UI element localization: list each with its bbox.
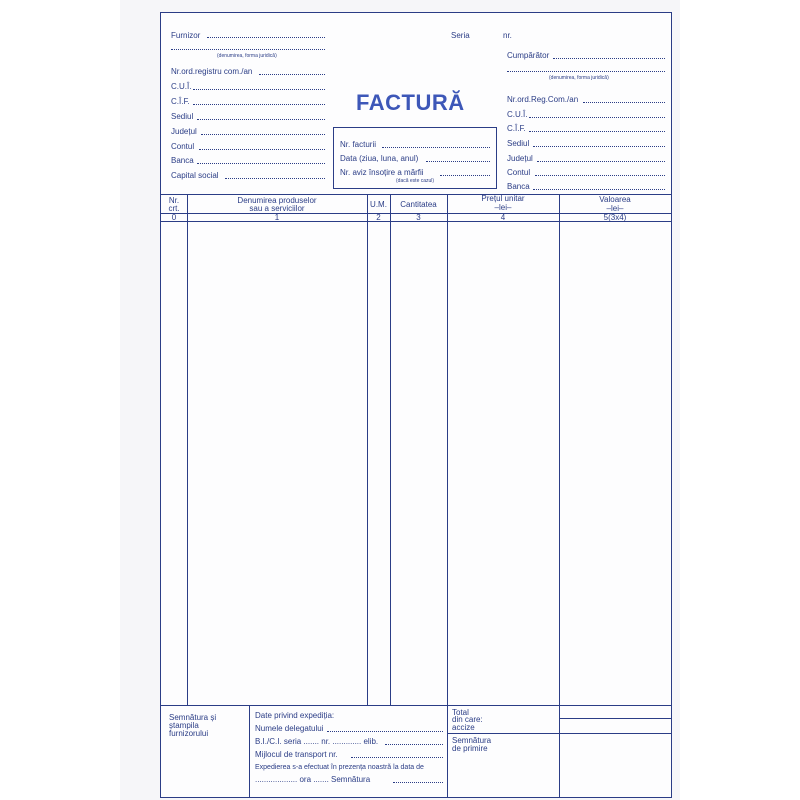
buyer-reg-line[interactable] (583, 102, 665, 103)
shipping-info-label: Date privind expediția: (255, 711, 335, 720)
total-value-line (559, 718, 671, 719)
supplier-contul-label: Contul (171, 142, 195, 151)
supplier-cui-label: C.U.Î. (171, 82, 192, 91)
supplier-sediul-line[interactable] (197, 119, 325, 120)
supplier-judetul-label: Județul (171, 127, 197, 136)
invoice-info-box (333, 127, 497, 189)
col-number: 0 (171, 213, 177, 222)
buyer-contul-label: Contul (507, 168, 531, 177)
table-bottom-border (161, 705, 671, 706)
supplier-cui-line[interactable] (193, 89, 325, 90)
buyer-banca-line[interactable] (533, 189, 665, 190)
receipt-signature-label-2: de primire (452, 744, 488, 753)
supplier-capital-label: Capital social (171, 171, 219, 180)
supplier-sediul-label: Sediul (171, 112, 194, 121)
col-number: 1 (274, 213, 280, 222)
invoice-title: FACTURĂ (356, 90, 465, 115)
buyer-name-line-2[interactable] (507, 71, 665, 72)
supplier-signature-label-1: Semnătura și (169, 713, 217, 722)
transport-label: Mijlocul de transport nr. (255, 750, 338, 759)
invoice-form (160, 12, 672, 798)
supplier-legal-form-note: (denumirea, forma juridică) (217, 53, 277, 59)
transport-line[interactable] (351, 757, 443, 758)
col-valoare-header-1: Valoarea (599, 195, 631, 204)
col-denumire-header-1: Denumirea produselor (237, 196, 317, 205)
buyer-label: Cumpărător (507, 51, 550, 60)
buyer-name-line[interactable] (553, 58, 665, 59)
delegate-name-line[interactable] (327, 731, 443, 732)
col-number: 2 (376, 213, 381, 222)
supplier-name-line[interactable] (207, 37, 325, 38)
supplier-cif-line[interactable] (193, 104, 325, 105)
footer-divider-3 (559, 705, 560, 797)
buyer-sediul-label: Sediul (507, 139, 530, 148)
col-number: 3 (416, 213, 421, 222)
aviz-note: (dacă este cazul) (396, 178, 435, 184)
col-pret-header-2: –lei– (494, 203, 512, 212)
footer-divider-1 (249, 705, 250, 797)
supplier-cif-label: C.Î.F. (171, 97, 190, 106)
invoice-date-label: Data (ziua, luna, anul) (340, 154, 419, 163)
supplier-label: Furnizor (171, 31, 201, 40)
supplier-signature-label-2: ștampila (169, 721, 199, 730)
col-denumire-header-2: sau a serviciilor (249, 204, 305, 213)
buyer-judetul-label: Județul (507, 154, 533, 163)
id-card-label: B.I./C.I. seria ....... nr. ............. elib. (255, 737, 379, 746)
shipping-date-label: Expedierea s-a efectuat în prezența noastră la data de (255, 764, 424, 771)
col-nr-header-1: Nr. (168, 196, 180, 205)
total-label-1: Total (452, 708, 469, 717)
buyer-sediul-line[interactable] (533, 146, 665, 147)
col-number: 4 (500, 213, 506, 222)
delegate-name-label: Numele delegatului (255, 724, 324, 733)
supplier-signature-label-3: furnizorului (169, 729, 209, 738)
buyer-reg-label: Nr.ord.Reg.Com./an (507, 95, 579, 104)
items-area[interactable] (161, 222, 671, 705)
buyer-contul-line[interactable] (535, 175, 665, 176)
supplier-banca-label: Banca (171, 156, 194, 165)
col-nr-header-2: crt. (168, 204, 180, 213)
supplier-judetul-line[interactable] (201, 134, 325, 135)
shipping-time-signature-label: ................... ora ....... Semnătura (255, 775, 371, 784)
col-pret-header-1: Prețul unitar (481, 194, 525, 203)
aviz-line[interactable] (440, 175, 490, 176)
supplier-reg-label: Nr.ord.registru com./an (171, 67, 253, 76)
supplier-banca-line[interactable] (197, 163, 325, 164)
series-label: Seria (451, 31, 470, 40)
id-card-line[interactable] (385, 744, 443, 745)
aviz-label: Nr. aviz însoțire a mărfii (340, 168, 424, 177)
buyer-banca-label: Banca (507, 182, 530, 191)
col-cantitate-header: Cantitatea (400, 200, 437, 209)
receipt-signature-label-1: Semnătura (452, 736, 492, 745)
total-label-3: accize (452, 723, 475, 732)
col-um-header: U.M. (370, 200, 387, 209)
supplier-name-line-2[interactable] (171, 49, 325, 50)
series-number-label: nr. (503, 31, 512, 40)
col-valoare-header-2: –lei– (606, 204, 624, 213)
invoice-number-line[interactable] (382, 147, 490, 148)
buyer-legal-form-note: (denumirea, forma juridică) (549, 75, 609, 81)
shipping-signature-line[interactable] (393, 782, 443, 783)
invoice-date-line[interactable] (426, 161, 490, 162)
col-number: 5(3x4) (603, 213, 627, 222)
supplier-reg-line[interactable] (259, 74, 325, 75)
invoice-number-label: Nr. facturii (340, 140, 377, 149)
buyer-cui-line[interactable] (529, 117, 665, 118)
footer-divider-2 (447, 705, 448, 797)
buyer-judetul-line[interactable] (537, 161, 665, 162)
buyer-cif-label: C.Î.F. (507, 124, 526, 133)
supplier-capital-line[interactable] (225, 178, 325, 179)
supplier-contul-line[interactable] (199, 149, 325, 150)
buyer-cif-line[interactable] (529, 131, 665, 132)
buyer-cui-label: C.U.Î. (507, 110, 528, 119)
total-label-2: din care: (452, 715, 483, 724)
